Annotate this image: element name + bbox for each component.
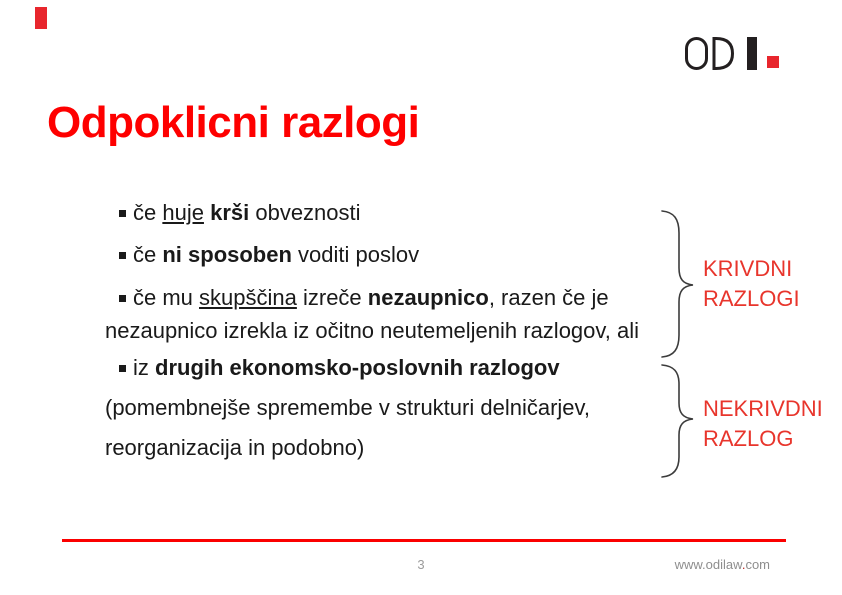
text-segment: reorganizacija in podobno) [105, 435, 365, 460]
page-number: 3 [417, 557, 425, 572]
website-red-dot: . [741, 557, 746, 572]
text-segment: iz [133, 355, 155, 380]
text-segment: , razen če je [488, 285, 609, 310]
annotation-line: NEKRIVDNI [703, 396, 823, 421]
content-line [105, 200, 705, 226]
text-segment: huje [162, 200, 204, 225]
bullet-square-icon [119, 252, 126, 259]
grouping-braces [655, 205, 700, 485]
curly-brace-krivdni-icon [662, 211, 693, 357]
text-segment: ni sposoben [162, 242, 292, 267]
text-segment: če [133, 242, 163, 267]
annotation-line: KRIVDNI [703, 256, 793, 281]
bullet-square-icon [119, 295, 126, 302]
text-segment: (pomembnejše spremembe v strukturi delničarjev, [105, 395, 590, 420]
text-segment: nezaupnico [367, 285, 489, 310]
footer-red-divider [62, 539, 786, 542]
content-line [105, 318, 705, 344]
annotation-line: RAZLOGI [703, 286, 800, 311]
content-line [105, 285, 705, 311]
content-line [105, 355, 705, 381]
text-segment: če [133, 200, 163, 225]
website-suffix: com [745, 557, 770, 572]
label-nekrivdni-razlog [703, 394, 823, 454]
label-krivdni-razlogi [703, 254, 800, 314]
curly-brace-nekrivdni-icon [662, 365, 693, 477]
text-segment: če mu [133, 285, 200, 310]
content-line [105, 435, 705, 461]
bullet-square-icon [119, 365, 126, 372]
website-url [675, 557, 770, 572]
text-segment: obveznosti [249, 200, 361, 225]
website-prefix: www.odilaw [674, 557, 742, 572]
content-line [105, 395, 705, 421]
text-segment: drugih ekonomsko-poslovnih razlogov [155, 355, 560, 380]
content-line [105, 242, 705, 268]
text-segment: krši [210, 200, 250, 225]
bullet-square-icon [119, 210, 126, 217]
text-segment: nezaupnico izrekla iz očitno neutemeljenih razlogov, ali [105, 318, 640, 343]
text-segment: voditi poslov [291, 242, 420, 267]
annotation-line: RAZLOG [703, 426, 794, 451]
text-segment: skupščina [199, 285, 297, 310]
slide-title: Odpoklicni razlogi [47, 98, 420, 147]
text-segment: izreče [296, 285, 368, 310]
